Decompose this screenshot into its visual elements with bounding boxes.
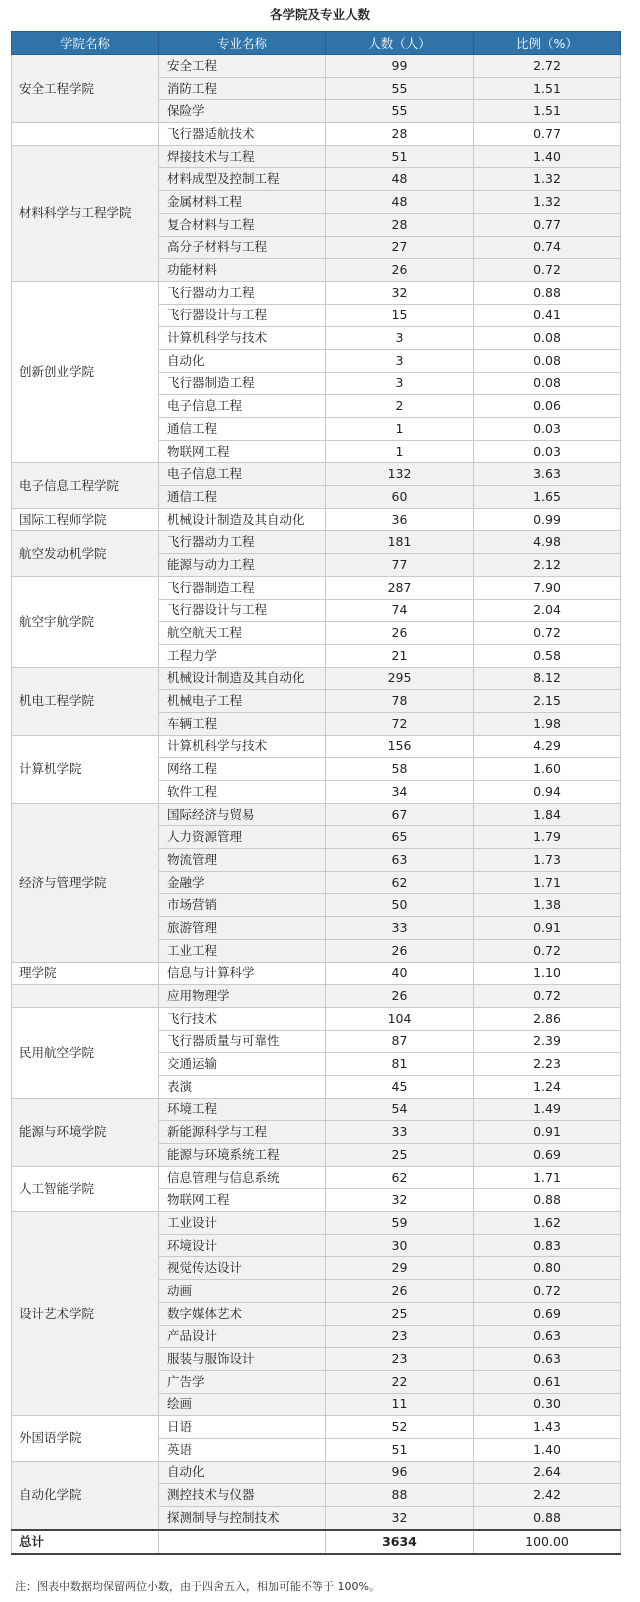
major-cell: 软件工程 bbox=[159, 781, 326, 804]
ratio-cell: 1.65 bbox=[474, 486, 621, 509]
total-row bbox=[12, 1530, 621, 1554]
count-cell: 48 bbox=[326, 168, 474, 191]
major-cell: 动画 bbox=[159, 1280, 326, 1303]
count-cell: 29 bbox=[326, 1257, 474, 1280]
count-cell: 23 bbox=[326, 1348, 474, 1371]
ratio-cell: 1.49 bbox=[474, 1098, 621, 1121]
count-cell: 132 bbox=[326, 463, 474, 486]
count-cell: 27 bbox=[326, 236, 474, 259]
table-row bbox=[12, 1166, 621, 1189]
footnote: 注：图表中数据均保留两位小数，由于四舍五入，相加可能不等于 100%。 bbox=[15, 1580, 380, 1593]
count-cell: 26 bbox=[326, 622, 474, 645]
ratio-cell: 0.72 bbox=[474, 985, 621, 1008]
count-cell: 81 bbox=[326, 1053, 474, 1076]
count-cell: 26 bbox=[326, 985, 474, 1008]
major-cell: 能源与环境系统工程 bbox=[159, 1144, 326, 1167]
major-cell: 服装与服饰设计 bbox=[159, 1348, 326, 1371]
major-cell: 物联网工程 bbox=[159, 1189, 326, 1212]
major-cell: 产品设计 bbox=[159, 1325, 326, 1348]
ratio-cell: 1.32 bbox=[474, 191, 621, 214]
count-cell: 36 bbox=[326, 508, 474, 531]
major-cell: 信息与计算科学 bbox=[159, 962, 326, 985]
ratio-cell: 0.72 bbox=[474, 1280, 621, 1303]
ratio-cell: 2.42 bbox=[474, 1484, 621, 1507]
ratio-cell: 0.72 bbox=[474, 622, 621, 645]
major-cell: 安全工程 bbox=[159, 55, 326, 78]
major-cell: 广告学 bbox=[159, 1370, 326, 1393]
table-row bbox=[12, 1416, 621, 1439]
table-row bbox=[12, 735, 621, 758]
ratio-cell: 0.30 bbox=[474, 1393, 621, 1416]
college-cell: 理学院 bbox=[12, 962, 159, 985]
count-cell: 87 bbox=[326, 1030, 474, 1053]
ratio-cell: 0.80 bbox=[474, 1257, 621, 1280]
count-cell: 26 bbox=[326, 1280, 474, 1303]
count-cell: 55 bbox=[326, 77, 474, 100]
college-cell: 自动化学院 bbox=[12, 1461, 159, 1530]
ratio-cell: 1.10 bbox=[474, 962, 621, 985]
ratio-cell: 0.63 bbox=[474, 1325, 621, 1348]
header-count: 人数（人） bbox=[326, 32, 474, 55]
ratio-cell: 0.72 bbox=[474, 939, 621, 962]
major-cell: 信息管理与信息系统 bbox=[159, 1166, 326, 1189]
count-cell: 55 bbox=[326, 100, 474, 123]
major-cell: 复合材料与工程 bbox=[159, 213, 326, 236]
ratio-cell: 0.06 bbox=[474, 395, 621, 418]
count-cell: 1 bbox=[326, 418, 474, 441]
count-cell: 59 bbox=[326, 1212, 474, 1235]
count-cell: 33 bbox=[326, 917, 474, 940]
ratio-cell: 2.64 bbox=[474, 1461, 621, 1484]
major-cell: 日语 bbox=[159, 1416, 326, 1439]
ratio-cell: 0.77 bbox=[474, 213, 621, 236]
table-row bbox=[12, 123, 621, 146]
major-cell: 飞行器制造工程 bbox=[159, 576, 326, 599]
ratio-cell: 7.90 bbox=[474, 576, 621, 599]
major-cell: 飞行器设计与工程 bbox=[159, 599, 326, 622]
major-cell: 绘画 bbox=[159, 1393, 326, 1416]
ratio-cell: 2.04 bbox=[474, 599, 621, 622]
ratio-cell: 0.08 bbox=[474, 372, 621, 395]
ratio-cell: 0.58 bbox=[474, 644, 621, 667]
college-cell bbox=[12, 123, 159, 146]
majors-table bbox=[11, 31, 621, 1555]
count-cell: 26 bbox=[326, 259, 474, 282]
table-row bbox=[12, 1007, 621, 1030]
major-cell: 飞行器适航技术 bbox=[159, 123, 326, 146]
college-cell: 外国语学院 bbox=[12, 1416, 159, 1461]
count-cell: 28 bbox=[326, 123, 474, 146]
ratio-cell: 2.15 bbox=[474, 690, 621, 713]
ratio-cell: 0.83 bbox=[474, 1234, 621, 1257]
table-row bbox=[12, 281, 621, 304]
ratio-cell: 1.84 bbox=[474, 803, 621, 826]
major-cell: 机械电子工程 bbox=[159, 690, 326, 713]
count-cell: 40 bbox=[326, 962, 474, 985]
ratio-cell: 2.86 bbox=[474, 1007, 621, 1030]
college-cell: 航空发动机学院 bbox=[12, 531, 159, 576]
major-cell: 旅游管理 bbox=[159, 917, 326, 940]
college-cell: 计算机学院 bbox=[12, 735, 159, 803]
count-cell: 25 bbox=[326, 1144, 474, 1167]
major-cell: 航空航天工程 bbox=[159, 622, 326, 645]
major-cell: 计算机科学与技术 bbox=[159, 735, 326, 758]
college-cell: 安全工程学院 bbox=[12, 55, 159, 123]
count-cell: 30 bbox=[326, 1234, 474, 1257]
count-cell: 3 bbox=[326, 349, 474, 372]
major-cell: 物流管理 bbox=[159, 849, 326, 872]
count-cell: 60 bbox=[326, 486, 474, 509]
ratio-cell: 0.72 bbox=[474, 259, 621, 282]
ratio-cell: 1.24 bbox=[474, 1075, 621, 1098]
major-cell: 消防工程 bbox=[159, 77, 326, 100]
count-cell: 32 bbox=[326, 281, 474, 304]
major-cell: 高分子材料与工程 bbox=[159, 236, 326, 259]
table-row bbox=[12, 1212, 621, 1235]
major-cell: 能源与动力工程 bbox=[159, 554, 326, 577]
ratio-cell: 0.69 bbox=[474, 1144, 621, 1167]
major-cell: 材料成型及控制工程 bbox=[159, 168, 326, 191]
table-row bbox=[12, 145, 621, 168]
ratio-cell: 0.91 bbox=[474, 1121, 621, 1144]
major-cell: 保险学 bbox=[159, 100, 326, 123]
table-row bbox=[12, 1098, 621, 1121]
major-cell: 通信工程 bbox=[159, 486, 326, 509]
count-cell: 62 bbox=[326, 1166, 474, 1189]
major-cell: 工业设计 bbox=[159, 1212, 326, 1235]
college-cell: 国际工程师学院 bbox=[12, 508, 159, 531]
college-cell bbox=[12, 985, 159, 1008]
major-cell: 自动化 bbox=[159, 349, 326, 372]
count-cell: 1 bbox=[326, 440, 474, 463]
count-cell: 74 bbox=[326, 599, 474, 622]
ratio-cell: 0.74 bbox=[474, 236, 621, 259]
major-cell: 视觉传达设计 bbox=[159, 1257, 326, 1280]
ratio-cell: 0.61 bbox=[474, 1370, 621, 1393]
header-ratio: 比例（%） bbox=[474, 32, 621, 55]
major-cell: 网络工程 bbox=[159, 758, 326, 781]
ratio-cell: 1.62 bbox=[474, 1212, 621, 1235]
header-row bbox=[12, 32, 621, 55]
college-cell: 机电工程学院 bbox=[12, 667, 159, 735]
ratio-cell: 1.43 bbox=[474, 1416, 621, 1439]
count-cell: 48 bbox=[326, 191, 474, 214]
college-cell: 航空宇航学院 bbox=[12, 576, 159, 667]
count-cell: 33 bbox=[326, 1121, 474, 1144]
table-row bbox=[12, 463, 621, 486]
count-cell: 26 bbox=[326, 939, 474, 962]
ratio-cell: 0.88 bbox=[474, 1189, 621, 1212]
table-row bbox=[12, 576, 621, 599]
college-cell: 电子信息工程学院 bbox=[12, 463, 159, 508]
count-cell: 34 bbox=[326, 781, 474, 804]
ratio-cell: 8.12 bbox=[474, 667, 621, 690]
major-cell: 交通运输 bbox=[159, 1053, 326, 1076]
major-cell: 工程力学 bbox=[159, 644, 326, 667]
count-cell: 21 bbox=[326, 644, 474, 667]
major-cell: 机械设计制造及其自动化 bbox=[159, 667, 326, 690]
table-row bbox=[12, 531, 621, 554]
total-blank bbox=[159, 1530, 326, 1554]
ratio-cell: 1.32 bbox=[474, 168, 621, 191]
count-cell: 22 bbox=[326, 1370, 474, 1393]
major-cell: 英语 bbox=[159, 1438, 326, 1461]
major-cell: 飞行技术 bbox=[159, 1007, 326, 1030]
ratio-cell: 0.94 bbox=[474, 781, 621, 804]
count-cell: 50 bbox=[326, 894, 474, 917]
count-cell: 52 bbox=[326, 1416, 474, 1439]
count-cell: 77 bbox=[326, 554, 474, 577]
major-cell: 车辆工程 bbox=[159, 712, 326, 735]
major-cell: 物联网工程 bbox=[159, 440, 326, 463]
count-cell: 99 bbox=[326, 55, 474, 78]
count-cell: 32 bbox=[326, 1507, 474, 1530]
ratio-cell: 1.98 bbox=[474, 712, 621, 735]
college-cell: 民用航空学院 bbox=[12, 1007, 159, 1098]
table-row bbox=[12, 667, 621, 690]
count-cell: 72 bbox=[326, 712, 474, 735]
header-major: 专业名称 bbox=[159, 32, 326, 55]
major-cell: 焊接技术与工程 bbox=[159, 145, 326, 168]
major-cell: 环境设计 bbox=[159, 1234, 326, 1257]
count-cell: 63 bbox=[326, 849, 474, 872]
count-cell: 2 bbox=[326, 395, 474, 418]
count-cell: 181 bbox=[326, 531, 474, 554]
count-cell: 28 bbox=[326, 213, 474, 236]
ratio-cell: 0.63 bbox=[474, 1348, 621, 1371]
count-cell: 32 bbox=[326, 1189, 474, 1212]
count-cell: 88 bbox=[326, 1484, 474, 1507]
major-cell: 金属材料工程 bbox=[159, 191, 326, 214]
ratio-cell: 0.03 bbox=[474, 440, 621, 463]
page-title: 各学院及专业人数 bbox=[269, 7, 370, 22]
total-label: 总计 bbox=[12, 1530, 159, 1554]
table-body bbox=[12, 55, 621, 1554]
count-cell: 104 bbox=[326, 1007, 474, 1030]
major-cell: 飞行器制造工程 bbox=[159, 372, 326, 395]
header-college: 学院名称 bbox=[12, 32, 159, 55]
count-cell: 58 bbox=[326, 758, 474, 781]
ratio-cell: 1.71 bbox=[474, 871, 621, 894]
ratio-cell: 0.88 bbox=[474, 1507, 621, 1530]
ratio-cell: 0.91 bbox=[474, 917, 621, 940]
count-cell: 54 bbox=[326, 1098, 474, 1121]
table-row bbox=[12, 55, 621, 78]
count-cell: 3 bbox=[326, 372, 474, 395]
college-cell: 创新创业学院 bbox=[12, 281, 159, 463]
ratio-cell: 2.39 bbox=[474, 1030, 621, 1053]
total-count: 3634 bbox=[326, 1530, 474, 1554]
ratio-cell: 1.51 bbox=[474, 100, 621, 123]
ratio-cell: 0.69 bbox=[474, 1302, 621, 1325]
college-cell: 经济与管理学院 bbox=[12, 803, 159, 962]
major-cell: 工业工程 bbox=[159, 939, 326, 962]
count-cell: 11 bbox=[326, 1393, 474, 1416]
table-row bbox=[12, 962, 621, 985]
major-cell: 表演 bbox=[159, 1075, 326, 1098]
table-row bbox=[12, 985, 621, 1008]
ratio-cell: 1.73 bbox=[474, 849, 621, 872]
count-cell: 287 bbox=[326, 576, 474, 599]
college-cell: 材料科学与工程学院 bbox=[12, 145, 159, 281]
count-cell: 62 bbox=[326, 871, 474, 894]
major-cell: 飞行器动力工程 bbox=[159, 281, 326, 304]
major-cell: 电子信息工程 bbox=[159, 395, 326, 418]
ratio-cell: 1.40 bbox=[474, 1438, 621, 1461]
count-cell: 96 bbox=[326, 1461, 474, 1484]
major-cell: 飞行器动力工程 bbox=[159, 531, 326, 554]
major-cell: 国际经济与贸易 bbox=[159, 803, 326, 826]
major-cell: 市场营销 bbox=[159, 894, 326, 917]
ratio-cell: 0.99 bbox=[474, 508, 621, 531]
major-cell: 测控技术与仪器 bbox=[159, 1484, 326, 1507]
ratio-cell: 1.51 bbox=[474, 77, 621, 100]
ratio-cell: 0.08 bbox=[474, 327, 621, 350]
major-cell: 飞行器设计与工程 bbox=[159, 304, 326, 327]
count-cell: 3 bbox=[326, 327, 474, 350]
ratio-cell: 1.38 bbox=[474, 894, 621, 917]
table-row bbox=[12, 803, 621, 826]
major-cell: 机械设计制造及其自动化 bbox=[159, 508, 326, 531]
table-row bbox=[12, 1461, 621, 1484]
ratio-cell: 1.60 bbox=[474, 758, 621, 781]
ratio-cell: 2.72 bbox=[474, 55, 621, 78]
ratio-cell: 0.03 bbox=[474, 418, 621, 441]
ratio-cell: 0.41 bbox=[474, 304, 621, 327]
college-cell: 能源与环境学院 bbox=[12, 1098, 159, 1166]
major-cell: 通信工程 bbox=[159, 418, 326, 441]
count-cell: 23 bbox=[326, 1325, 474, 1348]
major-cell: 金融学 bbox=[159, 871, 326, 894]
major-cell: 环境工程 bbox=[159, 1098, 326, 1121]
ratio-cell: 3.63 bbox=[474, 463, 621, 486]
total-ratio: 100.00 bbox=[474, 1530, 621, 1554]
ratio-cell: 2.23 bbox=[474, 1053, 621, 1076]
college-cell: 设计艺术学院 bbox=[12, 1212, 159, 1416]
ratio-cell: 1.79 bbox=[474, 826, 621, 849]
count-cell: 295 bbox=[326, 667, 474, 690]
count-cell: 156 bbox=[326, 735, 474, 758]
college-cell: 人工智能学院 bbox=[12, 1166, 159, 1211]
ratio-cell: 0.08 bbox=[474, 349, 621, 372]
ratio-cell: 1.40 bbox=[474, 145, 621, 168]
count-cell: 67 bbox=[326, 803, 474, 826]
count-cell: 15 bbox=[326, 304, 474, 327]
ratio-cell: 2.12 bbox=[474, 554, 621, 577]
major-cell: 应用物理学 bbox=[159, 985, 326, 1008]
table-row bbox=[12, 508, 621, 531]
count-cell: 78 bbox=[326, 690, 474, 713]
major-cell: 人力资源管理 bbox=[159, 826, 326, 849]
major-cell: 探测制导与控制技术 bbox=[159, 1507, 326, 1530]
count-cell: 65 bbox=[326, 826, 474, 849]
major-cell: 新能源科学与工程 bbox=[159, 1121, 326, 1144]
ratio-cell: 0.77 bbox=[474, 123, 621, 146]
ratio-cell: 4.29 bbox=[474, 735, 621, 758]
major-cell: 功能材料 bbox=[159, 259, 326, 282]
major-cell: 计算机科学与技术 bbox=[159, 327, 326, 350]
count-cell: 51 bbox=[326, 1438, 474, 1461]
ratio-cell: 1.71 bbox=[474, 1166, 621, 1189]
major-cell: 自动化 bbox=[159, 1461, 326, 1484]
major-cell: 电子信息工程 bbox=[159, 463, 326, 486]
ratio-cell: 0.88 bbox=[474, 281, 621, 304]
count-cell: 51 bbox=[326, 145, 474, 168]
count-cell: 25 bbox=[326, 1302, 474, 1325]
ratio-cell: 4.98 bbox=[474, 531, 621, 554]
count-cell: 45 bbox=[326, 1075, 474, 1098]
major-cell: 飞行器质量与可靠性 bbox=[159, 1030, 326, 1053]
major-cell: 数字媒体艺术 bbox=[159, 1302, 326, 1325]
